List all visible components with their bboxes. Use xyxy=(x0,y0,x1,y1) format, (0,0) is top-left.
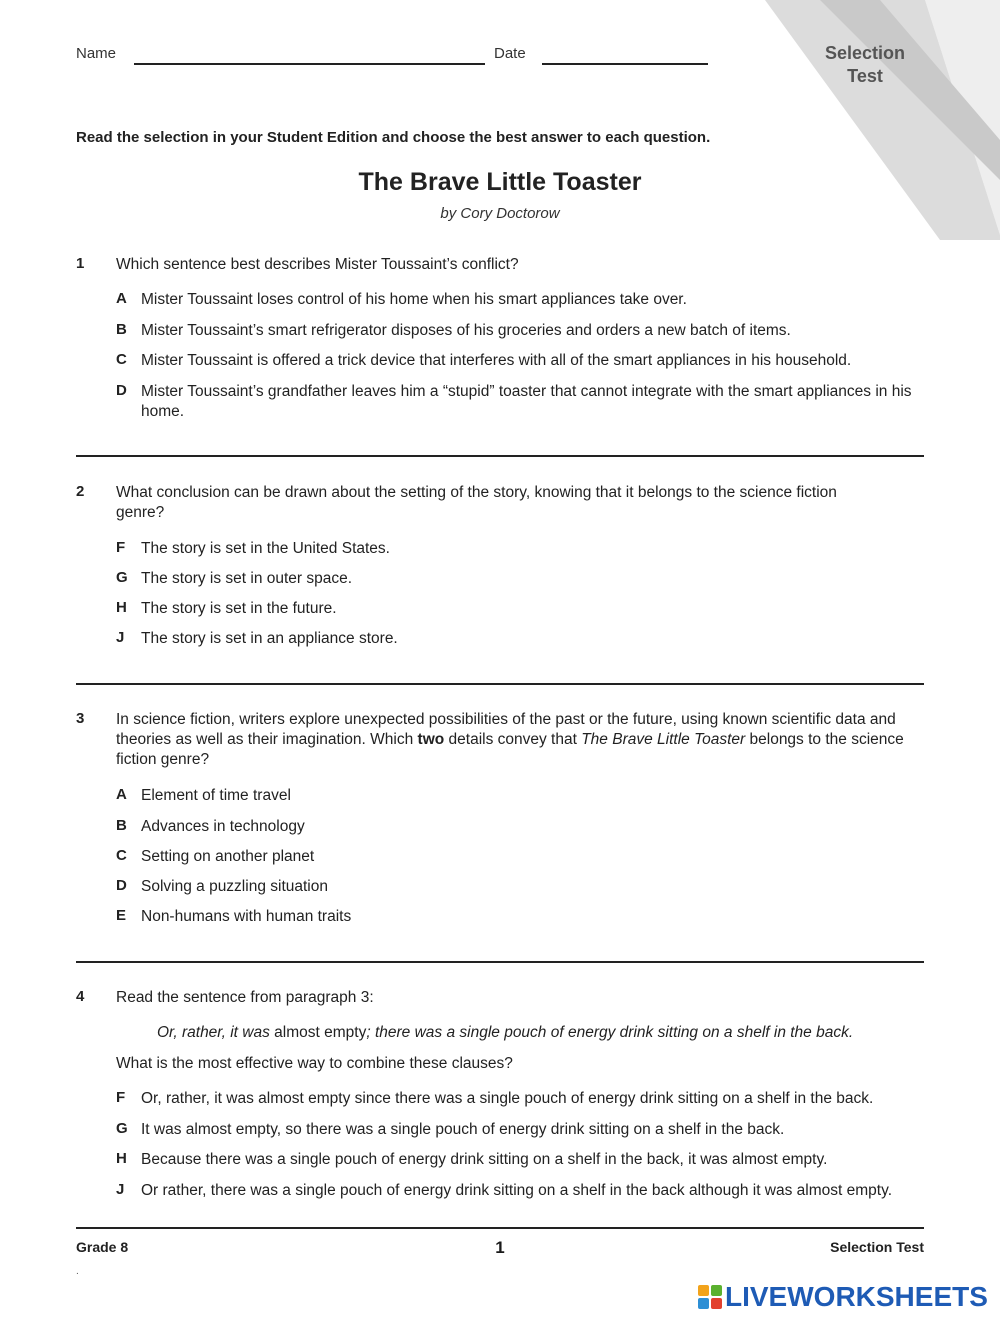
question-divider xyxy=(76,683,924,685)
quote-part: Or, rather, it was xyxy=(157,1024,270,1041)
selection-test-line2: Test xyxy=(847,66,883,86)
question-2-number: 2 xyxy=(76,483,85,500)
option-letter[interactable]: J xyxy=(116,1181,125,1198)
question-4-followup: What is the most effective way to combine these clauses? xyxy=(116,1055,513,1072)
selection-test-label xyxy=(800,42,930,88)
quote-part-roman: almost empty xyxy=(269,1024,367,1041)
footer-dot: . xyxy=(76,1266,79,1277)
selection-test-line1: Selection xyxy=(824,43,906,63)
date-label: Date xyxy=(494,45,526,62)
question-2-text: What conclusion can be drawn about the setting of the story, knowing that it belongs to the science fiction genre? xyxy=(116,484,837,521)
question-3-number: 3 xyxy=(76,710,85,727)
question-3-option-a[interactable]: Element of time travel xyxy=(141,787,291,804)
question-3-text-italic: The Brave Little Toaster xyxy=(581,731,746,748)
question-1-option-c[interactable]: Mister Toussaint is offered a trick device that interferes with all of the smart appliances in his household. xyxy=(141,352,852,369)
question-1-number: 1 xyxy=(76,255,85,272)
option-letter[interactable]: C xyxy=(116,351,127,368)
name-field[interactable] xyxy=(134,63,485,65)
option-letter[interactable]: G xyxy=(116,569,128,586)
page-number: 1 xyxy=(495,1238,505,1257)
option-letter[interactable]: H xyxy=(116,599,127,616)
option-letter[interactable]: E xyxy=(116,907,127,924)
option-letter[interactable]: A xyxy=(116,290,127,307)
author-byline: by Cory Doctorow xyxy=(440,205,560,222)
option-letter[interactable]: D xyxy=(116,382,127,399)
question-3-text xyxy=(116,710,921,770)
question-3-option-b[interactable]: Advances in technology xyxy=(141,818,305,835)
question-3-text-bold: two xyxy=(417,731,445,748)
question-1-option-d[interactable]: Mister Toussaint’s grandfather leaves him a “stupid” toaster that cannot integrate with the smart appliances in his home. xyxy=(141,383,912,420)
option-letter[interactable]: B xyxy=(116,321,127,338)
question-3-text-part: details convey that xyxy=(444,731,582,748)
question-1-option-b[interactable]: Mister Toussaint’s smart refrigerator disposes of his groceries and orders a new batch of items. xyxy=(141,322,791,339)
footer-label: Selection Test xyxy=(830,1239,924,1255)
quote-part: ; there was a single pouch of energy drink sitting on a shelf in the back. xyxy=(366,1024,854,1041)
question-2-option-j[interactable]: The story is set in an appliance store. xyxy=(141,630,398,647)
quoted-sentence xyxy=(157,1024,853,1042)
question-1-text: Which sentence best describes Mister Toussaint’s conflict? xyxy=(116,256,519,273)
date-field[interactable] xyxy=(542,63,708,65)
option-letter[interactable]: F xyxy=(116,1089,126,1106)
question-divider xyxy=(76,455,924,457)
question-4-option-g[interactable]: It was almost empty, so there was a single pouch of energy drink sitting on a shelf in the back. xyxy=(141,1121,785,1138)
question-3-text-part: In science fiction, writers explore unexpected possibilities of the past or the future, using known scientific data and theories as well as their imagination. Which xyxy=(116,711,896,748)
question-4-option-j[interactable]: Or rather, there was a single pouch of energy drink sitting on a shelf in the back although it was almost empty. xyxy=(141,1182,893,1199)
question-3-option-d[interactable]: Solving a puzzling situation xyxy=(141,878,328,895)
option-letter[interactable]: B xyxy=(116,817,127,834)
question-2-option-g[interactable]: The story is set in outer space. xyxy=(141,570,353,587)
question-4-option-f[interactable]: Or, rather, it was almost empty since there was a single pouch of energy drink sitting on a shelf in the back. xyxy=(141,1090,874,1107)
option-letter[interactable]: G xyxy=(116,1120,128,1137)
liveworksheets-logo-icon xyxy=(698,1285,722,1309)
question-divider xyxy=(76,961,924,963)
question-4-option-h[interactable]: Because there was a single pouch of energy drink sitting on a shelf in the back, it was almost empty. xyxy=(141,1151,828,1168)
question-2-option-f[interactable]: The story is set in the United States. xyxy=(141,540,390,557)
liveworksheets-brand[interactable] xyxy=(698,1280,988,1314)
corner-decoration xyxy=(640,0,1000,240)
option-letter[interactable]: D xyxy=(116,877,127,894)
option-letter[interactable]: H xyxy=(116,1150,127,1167)
page-title: The Brave Little Toaster xyxy=(358,168,642,196)
option-letter[interactable]: F xyxy=(116,539,126,556)
question-3-option-e[interactable]: Non-humans with human traits xyxy=(141,908,352,925)
option-letter[interactable]: C xyxy=(116,847,127,864)
footer-grade: Grade 8 xyxy=(76,1239,129,1255)
instructions: Read the selection in your Student Edition and choose the best answer to each question. xyxy=(76,129,711,146)
footer-divider xyxy=(76,1227,924,1229)
liveworksheets-text: LIVEWORKSHEETS xyxy=(725,1281,988,1312)
question-3-option-c[interactable]: Setting on another planet xyxy=(141,848,315,865)
question-4-text: Read the sentence from paragraph 3: xyxy=(116,989,374,1006)
option-letter[interactable]: A xyxy=(116,786,127,803)
name-label: Name xyxy=(76,45,117,62)
question-4-number: 4 xyxy=(76,988,85,1005)
question-1-option-a[interactable]: Mister Toussaint loses control of his home when his smart appliances take over. xyxy=(141,291,687,308)
option-letter[interactable]: J xyxy=(116,629,125,646)
question-2-option-h[interactable]: The story is set in the future. xyxy=(141,600,337,617)
question-3-text-part: belongs to the science fiction genre? xyxy=(116,731,904,768)
